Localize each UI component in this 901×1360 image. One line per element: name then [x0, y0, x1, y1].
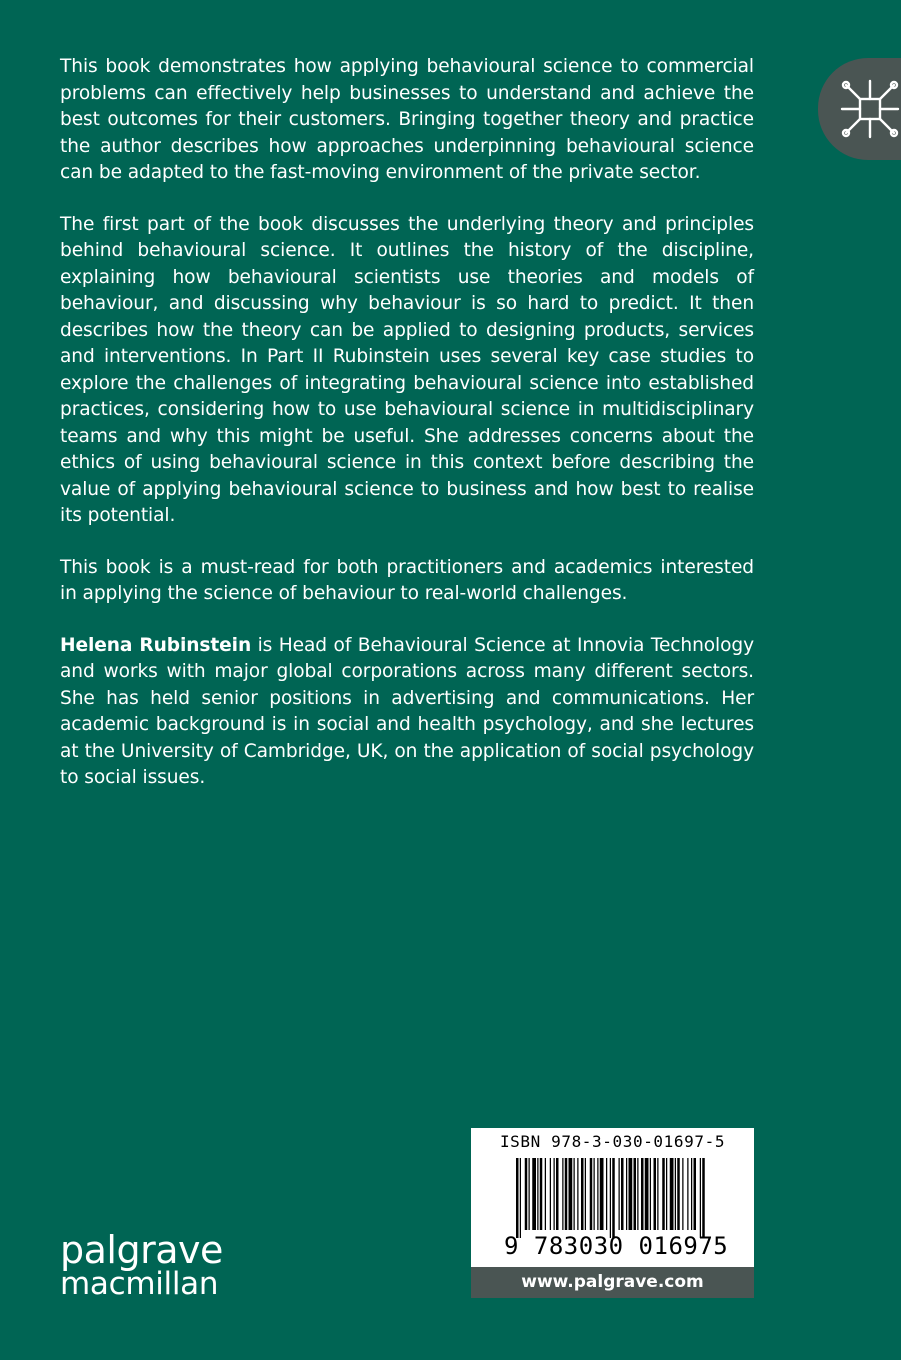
barcode-bar	[670, 1158, 674, 1230]
barcode-bar	[545, 1158, 546, 1230]
isbn-barcode	[471, 1128, 754, 1298]
barcode-bar	[654, 1158, 657, 1230]
barcode-bar	[694, 1158, 697, 1230]
barcode-bar	[619, 1158, 620, 1230]
blurb-paragraph-1: This book demonstrates how applying behavioural science to commercial problems can effectively help businesses to understand and achieve the best outcomes for their customers. Bringing together theory and practice the author describes how approaches underpinning behavioural science can be adapted to the fast-moving environment of the private sector.	[60, 56, 754, 183]
barcode-bar	[687, 1158, 688, 1230]
publisher-logo	[60, 1228, 223, 1302]
blurb-paragraph-3: This book is a must-read for both practitioners and academics interested in applying the science of behaviour to real-world challenges.	[60, 556, 754, 604]
ean-digits: 9 783030 016975	[504, 1232, 729, 1260]
barcode-bar	[556, 1158, 559, 1230]
barcode-bar	[691, 1158, 692, 1230]
barcode-bar	[594, 1158, 595, 1230]
barcode-bar	[585, 1158, 586, 1230]
barcode-bar	[677, 1158, 680, 1230]
author-name: Helena Rubinstein	[60, 634, 252, 656]
barcode-bar	[529, 1158, 530, 1230]
barcode-bar	[565, 1158, 568, 1230]
barcode-bar	[574, 1158, 575, 1230]
barcode-bar	[569, 1158, 573, 1230]
barcode-bar	[662, 1158, 665, 1230]
barcode-bar	[675, 1158, 676, 1230]
barcode-bar	[562, 1158, 563, 1230]
barcode-bar	[554, 1158, 555, 1230]
barcode-bar	[550, 1158, 551, 1230]
barcode-bars	[516, 1158, 706, 1238]
barcode-bar	[641, 1158, 644, 1230]
barcode-bar	[610, 1158, 611, 1238]
barcode-bar	[540, 1158, 543, 1230]
barcode-bar	[590, 1158, 593, 1230]
barcode-bar	[621, 1158, 624, 1230]
barcode-bar	[645, 1158, 649, 1230]
publisher-website: www.palgrave.com	[471, 1267, 754, 1298]
barcode-bar	[600, 1158, 604, 1230]
back-cover-text	[60, 54, 754, 817]
publisher-line-2: macmillan	[60, 1266, 219, 1302]
barcode-bar	[606, 1158, 607, 1230]
barcode-bar	[581, 1158, 584, 1230]
barcode-bar	[657, 1158, 658, 1230]
barcode-bar	[634, 1158, 637, 1230]
author-bio	[60, 633, 754, 792]
barcode-bar	[537, 1158, 538, 1230]
barcode-bar	[700, 1158, 701, 1238]
barcode-bar	[532, 1158, 536, 1230]
barcode-bar	[597, 1158, 598, 1230]
publisher-line-1: palgrave	[60, 1228, 223, 1272]
barcode-bar	[520, 1158, 521, 1238]
barcode-bar	[525, 1158, 528, 1230]
isbn-label: ISBN 978-3-030-01697-5	[499, 1132, 726, 1151]
barcode-bar	[629, 1158, 633, 1230]
barcode-bar	[626, 1158, 627, 1230]
barcode-bar	[682, 1158, 683, 1230]
barcode-bar	[516, 1158, 519, 1238]
author-bio-text: is Head of Behavioural Science at Innovia Technology and works with major global corporations across many different sectors. She has held senior positions in advertising and communications. Her academic background is in social and health psychology, and she lectures at the University of Cambridge, UK, on the application of social psychology to social issues.	[60, 634, 754, 788]
publisher-badge	[818, 58, 901, 160]
barcode-bar	[637, 1158, 638, 1230]
blurb-paragraph-2: The first part of the book discusses the underlying theory and principles behind behavioural science. It outlines the history of the discipline, explaining how behavioural scientists use theories and models of behaviour, and discussing why behaviour is so hard to predict. It then describes how the theory can be applied to designing products, services and interventions. In Part II Rubinstein uses several key case studies to explore the challenges of integrating behavioural science into established practices, considering how to use behavioural science in multidisciplinary teams and why this might be useful. She addresses concerns about the ethics of using behavioural science in this context before describing the value of applying behavioural science to business and how best to realise its potential.	[60, 213, 754, 526]
barcode-bar	[612, 1158, 615, 1238]
palgrave-network-icon	[836, 75, 901, 143]
barcode-bar	[577, 1158, 578, 1230]
barcode-bar	[702, 1158, 705, 1238]
barcode-bar	[666, 1158, 667, 1230]
barcode-bar	[650, 1158, 651, 1230]
